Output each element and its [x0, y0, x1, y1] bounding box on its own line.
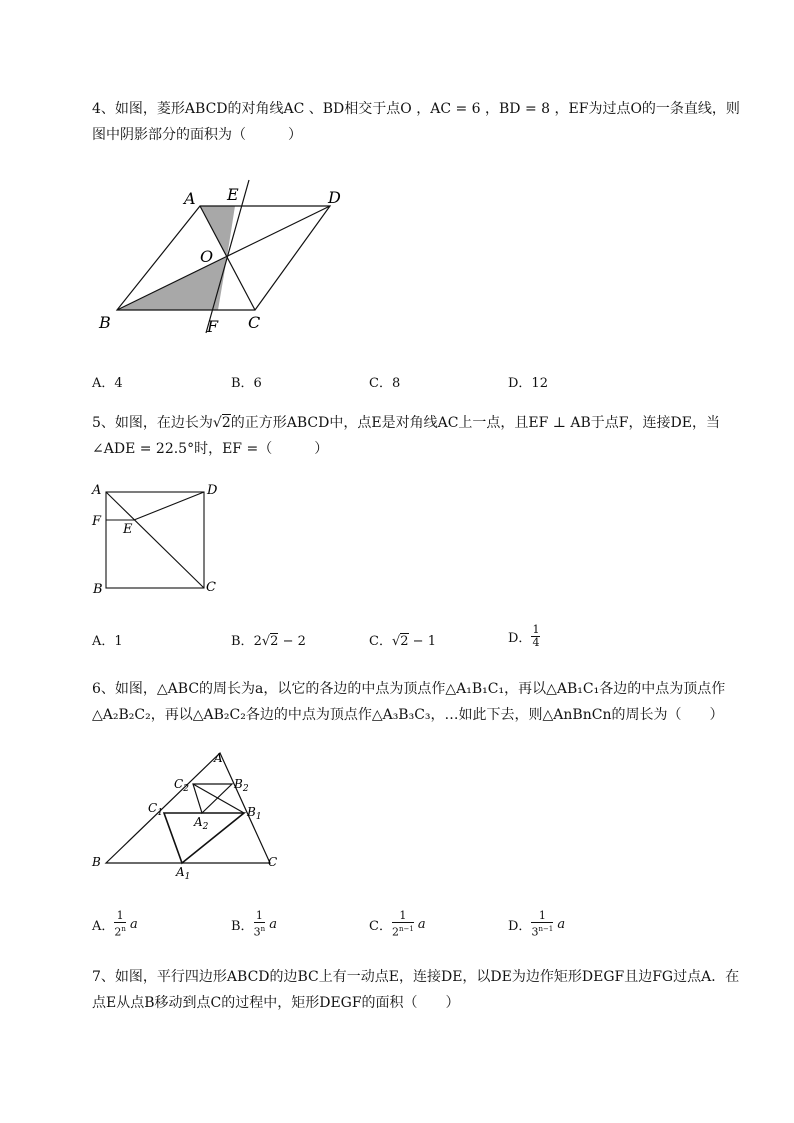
q6-option-a[interactable]: A． $\frac{1}{2^n}$ a	[92, 909, 138, 939]
label-C: C	[268, 855, 278, 869]
question-6-stem: 6、如图，△ABC的周长为a，以它的各边的中点为顶点作△A₁B₁C₁，再以△AB₁C₁各边的中点为顶点作△A₂B₂C₂，再以△AB₂C₂各边的中点为顶点作△A₃B₃C₃，…如此下去，则△AnBnCn的周长为（ ）	[92, 681, 726, 723]
label-D: D	[207, 483, 218, 498]
q6-option-c[interactable]: C． $\frac{1}{2^{n-1}}$ a	[369, 909, 426, 939]
sqrt-symbol: √	[212, 415, 222, 431]
label-B: B	[93, 582, 103, 597]
label-C: C	[248, 313, 261, 332]
label-C2: $C_2$	[174, 777, 189, 794]
label-C1: $C_1$	[148, 801, 163, 818]
question-5-stem-part1: 5、如图，在边长为	[92, 415, 213, 431]
label-F: F	[92, 514, 102, 529]
triangle-abc	[106, 753, 270, 863]
question-4-figure	[90, 176, 360, 340]
segment-de	[134, 492, 204, 520]
label-A: A	[214, 751, 223, 765]
q4-option-a[interactable]: A．4	[92, 376, 123, 391]
label-E: E	[123, 522, 133, 537]
question-5-stem-part2: 的正方形ABCD中，点E是对角线AC上一点，且EF ⊥ AB于点F，连接DE，当∠ADE = 22.5°时，EF =（ ）	[92, 415, 720, 457]
question-5-figure	[88, 478, 228, 600]
question-6	[92, 676, 752, 728]
q5-option-d[interactable]: D． $\frac{1}{4}$	[508, 623, 540, 649]
q6-option-b[interactable]: B． $\frac{1}{3^n}$ a	[231, 909, 277, 939]
question-5-stem	[92, 410, 752, 462]
sqrt-argument: 2	[221, 415, 231, 431]
q4-option-c[interactable]: C．8	[369, 376, 401, 391]
q6-option-d[interactable]: D． $\frac{1}{3^{n-1}}$ a	[508, 909, 566, 939]
question-7	[92, 964, 752, 1016]
label-B: B	[92, 855, 101, 869]
q5-option-c[interactable]: C．√2 − 1	[369, 634, 436, 649]
label-D: D	[328, 188, 341, 207]
question-5	[92, 410, 752, 462]
label-E: E	[227, 185, 239, 204]
q4-option-b[interactable]: B．6	[231, 376, 262, 391]
q5-option-a[interactable]: A．1	[92, 634, 123, 649]
label-B1: $B_1$	[247, 805, 262, 822]
triangle-a1b1c1[interactable]	[164, 813, 244, 863]
label-B: B	[99, 313, 111, 332]
label-A2: $A_2$	[194, 815, 209, 832]
diagonal-ac	[106, 492, 204, 588]
label-B2: $B_2$	[234, 777, 249, 794]
label-A: A	[92, 483, 102, 498]
q5-option-b[interactable]: B．2√2 − 2	[231, 634, 306, 649]
question-7-stem: 7、如图，平行四边形ABCD的边BC上有一动点E，连接DE，以DE为边作矩形DEGF且边FG过点A．在点E从点B移动到点C的过程中，矩形DEGF的面积（ ）	[92, 969, 740, 1011]
q4-option-d[interactable]: D．12	[508, 376, 548, 391]
question-4-stem: 4、如图，菱形ABCD的对角线AC 、BD相交于点O ，AC = 6 ，BD = 8 ，EF为过点O的一条直线，则图中阴影部分的面积为（ ）	[92, 101, 740, 143]
label-A: A	[184, 189, 196, 208]
question-4	[92, 96, 752, 148]
label-A1: $A_1$	[176, 865, 191, 882]
triangle-a2b2c2	[193, 784, 232, 813]
question-6-figure	[88, 748, 288, 882]
label-C: C	[206, 580, 216, 595]
label-F: F	[207, 317, 219, 336]
label-O: O	[200, 247, 214, 266]
